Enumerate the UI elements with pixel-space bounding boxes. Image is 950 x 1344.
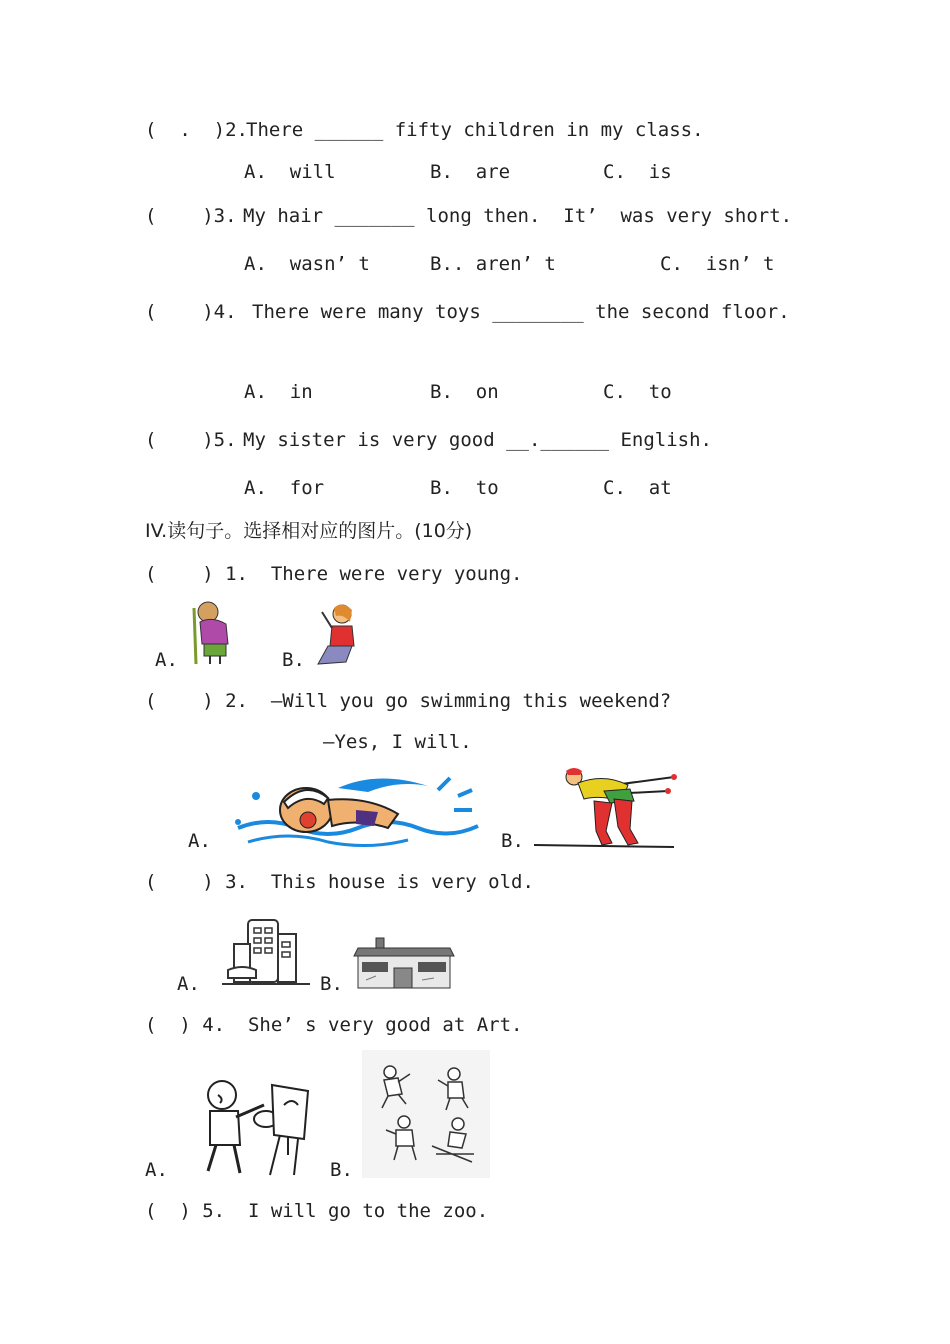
q4-option-b: B. on — [430, 381, 499, 403]
iv-q2-label-b: B. — [501, 830, 524, 852]
kids-playing-picture — [362, 1050, 490, 1178]
iv-q4-text: ( ) 4. She’ s very good at Art. — [145, 1014, 523, 1036]
q5-option-c: C. at — [603, 477, 672, 499]
q4-paren: ( )4. — [145, 301, 237, 323]
iv-q1-label-a: A. — [155, 649, 178, 671]
q2-paren: ( . )2. — [145, 119, 248, 141]
old-house-picture — [352, 934, 456, 990]
q3-option-a: A. wasn’ t — [244, 253, 370, 275]
new-buildings-picture — [222, 914, 310, 986]
q5-option-b: B. to — [430, 477, 499, 499]
q2-option-a: A. will — [244, 161, 336, 183]
q5-stem: My sister is very good __.______ English. — [243, 429, 712, 451]
q3-paren: ( )3. — [145, 205, 237, 227]
swimming-picture — [228, 770, 483, 850]
q5-paren: ( )5. — [145, 429, 237, 451]
q3-option-c: C. isn’ t — [660, 253, 775, 275]
q3-option-b: B.. aren’ t — [430, 253, 556, 275]
q4-option-c: C. to — [603, 381, 672, 403]
iv-q3-label-a: A. — [177, 973, 200, 995]
q2-stem: There ______ fifty children in my class. — [246, 119, 704, 141]
iv-q4-label-a: A. — [145, 1159, 168, 1181]
girl-painting-picture — [200, 1075, 318, 1177]
young-woman-picture — [312, 602, 358, 668]
iv-q3-text: ( ) 3. This house is very old. — [145, 871, 534, 893]
q3-stem: My hair _______ long then. It’ was very short. — [243, 205, 793, 227]
q2-option-b: B. are — [430, 161, 511, 183]
iv-q2-text: ( ) 2. —Will you go swimming this weekend? — [145, 690, 672, 712]
iv-q2-label-a: A. — [188, 830, 211, 852]
iv-q1-text: ( ) 1. There were very young. — [145, 563, 523, 585]
q4-option-a: A. in — [244, 381, 313, 403]
q4-stem: There were many toys ________ the second floor. — [252, 301, 790, 323]
old-woman-picture — [186, 598, 242, 666]
q5-option-a: A. for — [244, 477, 325, 499]
iv-q2-answer: —Yes, I will. — [323, 731, 472, 753]
iv-q5-text: ( ) 5. I will go to the zoo. — [145, 1200, 489, 1222]
skiing-picture — [534, 765, 679, 851]
q2-option-c: C. is — [603, 161, 672, 183]
iv-q4-label-b: B. — [330, 1159, 353, 1181]
iv-q3-label-b: B. — [320, 973, 343, 995]
iv-q1-label-b: B. — [282, 649, 305, 671]
section-iv-heading: IV.读句子。选择相对应的图片。(10分) — [145, 520, 473, 542]
